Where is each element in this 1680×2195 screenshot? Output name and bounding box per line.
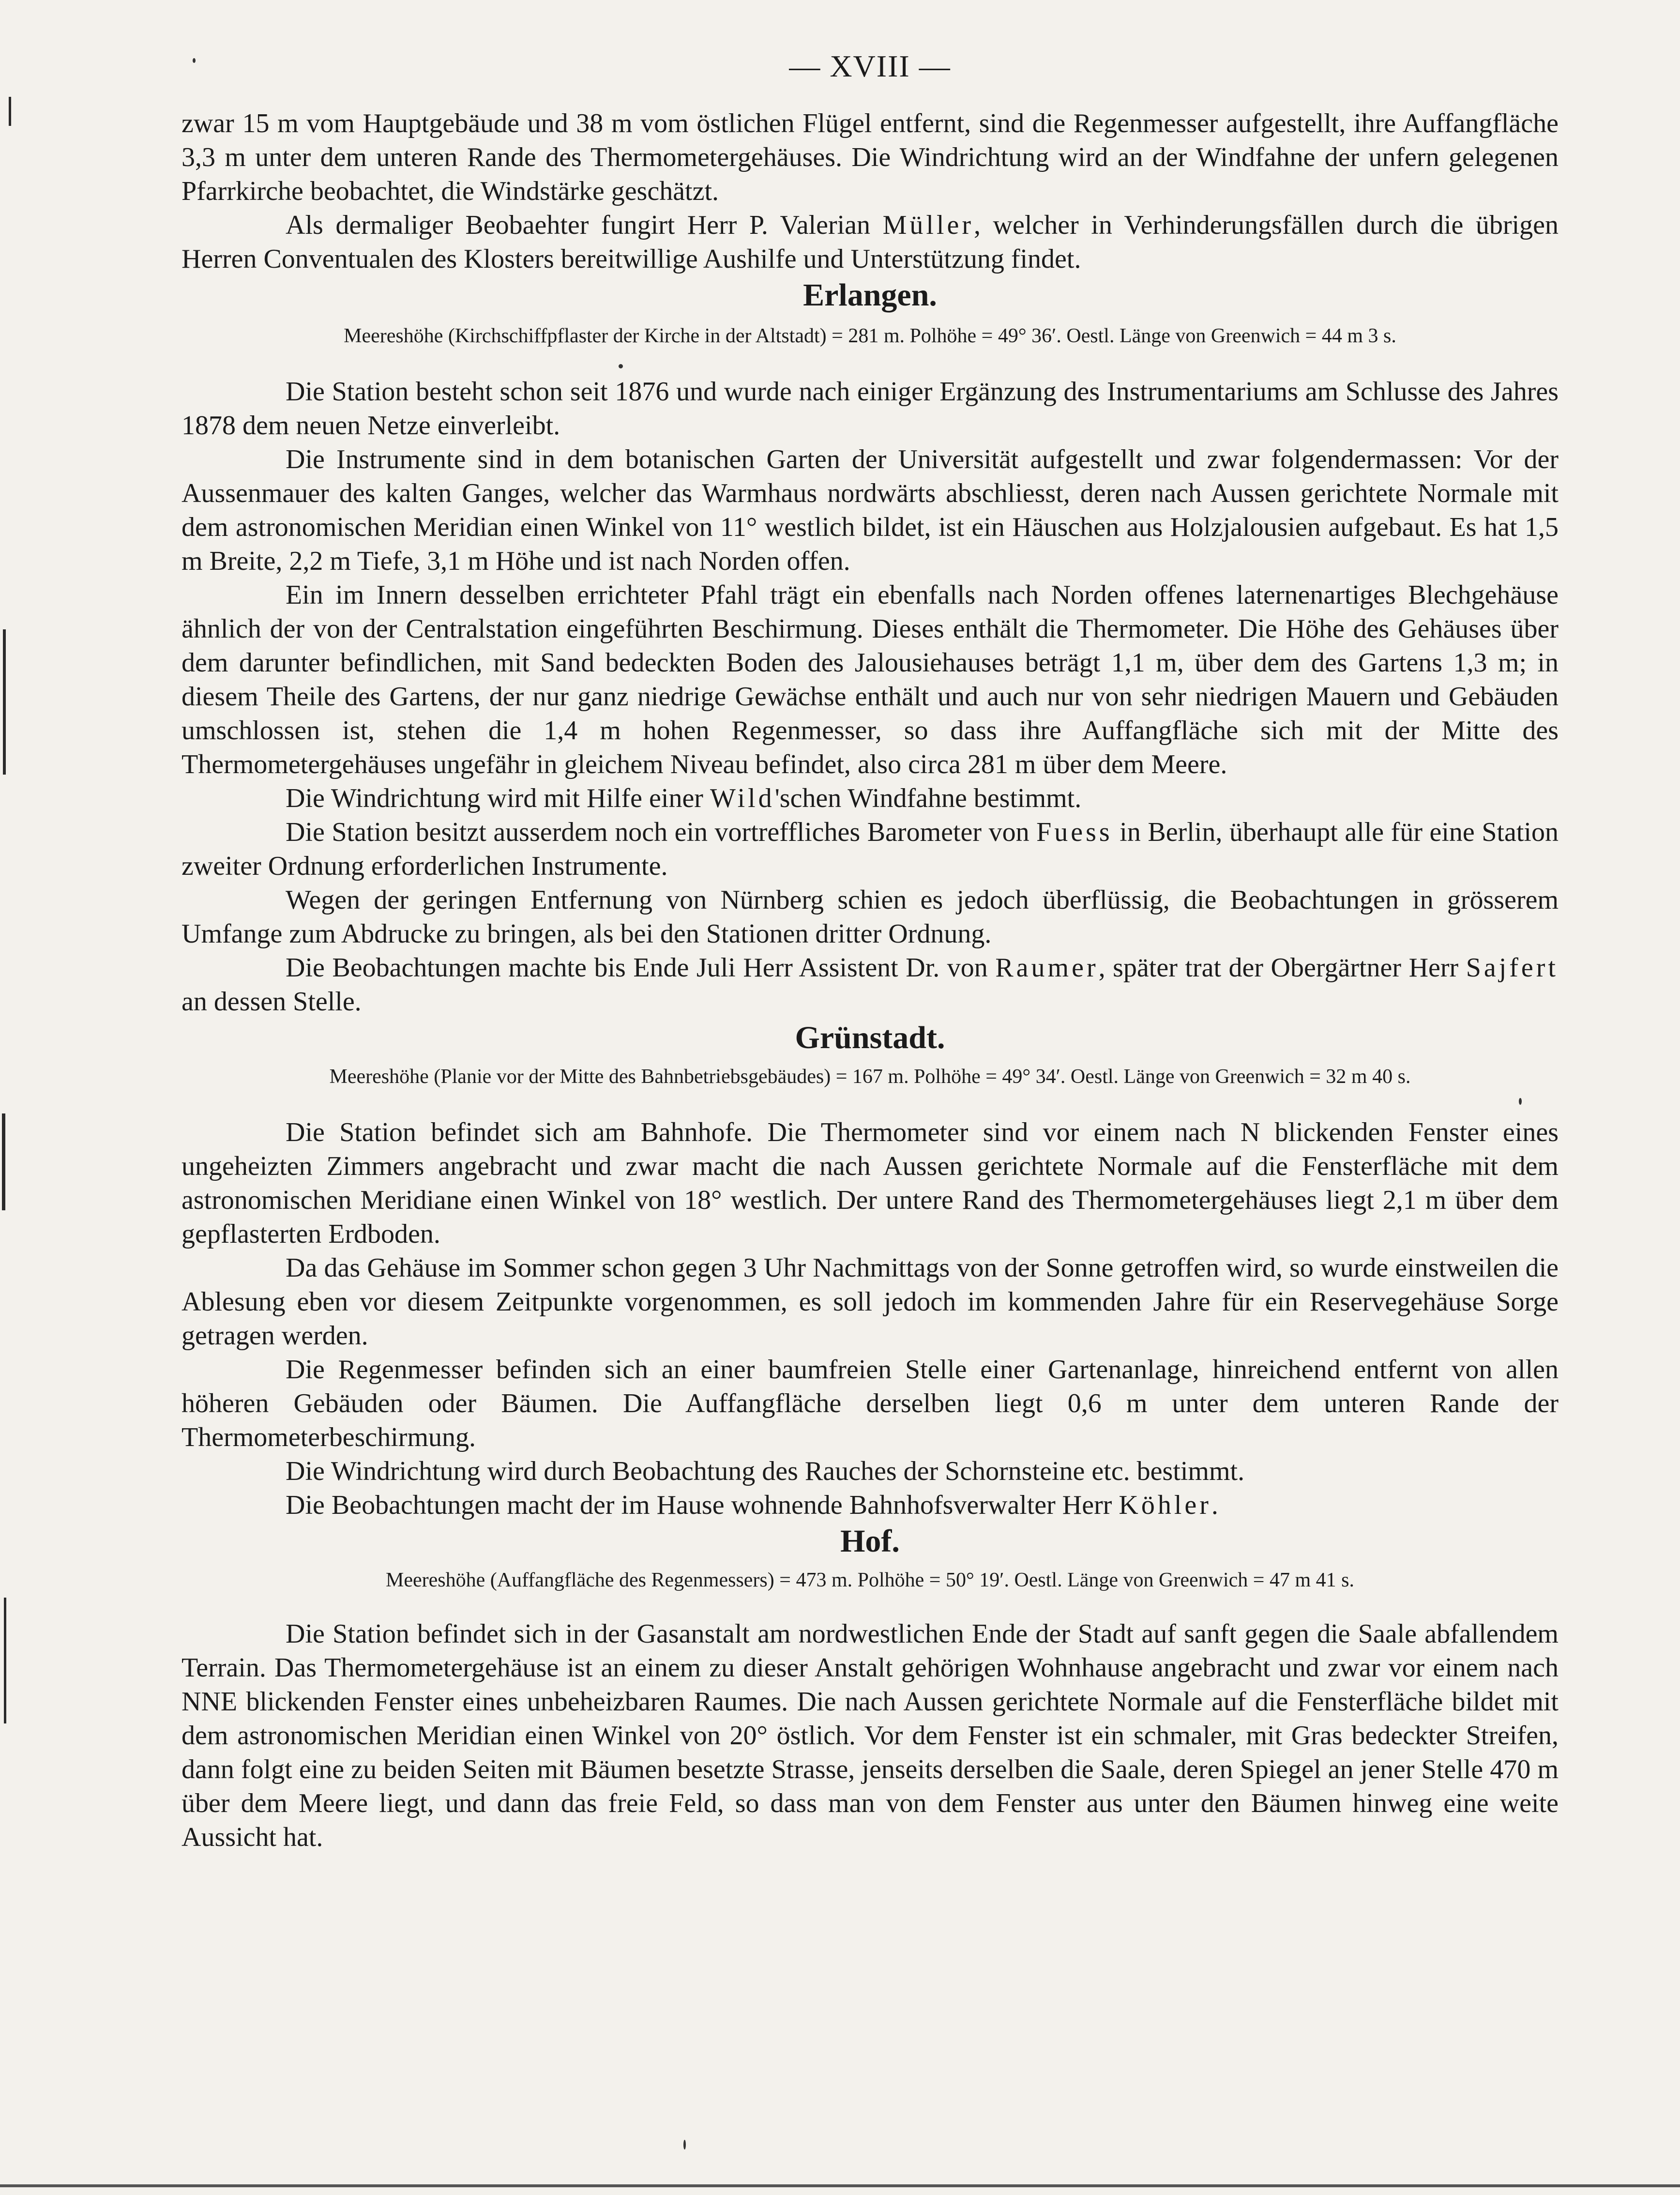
scan-speck bbox=[683, 2140, 686, 2149]
text-run: , später trat der Obergärtner Herr bbox=[1098, 953, 1466, 983]
text-column bbox=[182, 48, 1559, 1854]
erlangen-paragraph-1: Die Station besteht schon seit 1876 und wurde nach einiger Ergänzung des Instrumentariums am Schlusse des Jahres 1878 dem neuen Netze einverleibt. bbox=[182, 377, 1559, 441]
text-run: an dessen Stelle. bbox=[182, 987, 362, 1017]
intro-paragraph-2 bbox=[182, 208, 1559, 276]
erlangen-paragraph-7 bbox=[182, 951, 1559, 1019]
text-run: Die Station besitzt ausserdem noch ein vortreffliches Barometer von bbox=[286, 817, 1037, 847]
text-run: Die Beobachtungen machte bis Ende Juli Herr Assistent Dr. von bbox=[286, 953, 996, 983]
gruenstadt-paragraph-3: Die Regenmesser befinden sich an einer baumfreien Stelle einer Gartenanlage, hinreichend entfernt von allen höheren Gebäuden oder Bäumen. Die Auffangfläche derselben liegt 0,6 m unter dem unteren Rande der Thermometerbeschirmung. bbox=[182, 1355, 1559, 1452]
person-name: Fuess bbox=[1036, 817, 1113, 847]
erlangen-paragraph-4 bbox=[182, 781, 1559, 815]
intro-paragraph-1: zwar 15 m vom Hauptgebäude und 38 m vom östlichen Flügel entfernt, sind die Regenmesser aufgestellt, ihre Auffangfläche 3,3 m unter dem unteren Rande des Thermometergehäuses. Die Windrichtung wird an der Windfahne der unfern gelegenen Pfarrkirche beobachtet, die Windstärke geschätzt. bbox=[182, 108, 1559, 206]
person-name: Wild bbox=[710, 783, 775, 813]
hof-paragraph-1: Die Station befindet sich in der Gasanstalt am nordwestlichen Ende der Stadt auf sanft gegen die Saale abfallendem Terrain. Das Thermometergehäuse ist an einem zu dieser Anstalt gehörigen Wohnhause angebracht und zwar vor einem nach NNE blickenden Fenster eines unbeheizbaren Raumes. Die nach Aussen gerichtete Normale auf die Fensterfläche bildet mit dem astronomischen Meridian einen Winkel von 20° östlich. Vor dem Fenster ist ein schmaler, mit Gras bedeckter Streifen, dann folgt eine zu beiden Seiten mit Bäumen besetzte Strasse, jenseits derselben die Saale, deren Spiegel an jener Stelle 470 m über dem Meere liegt, und dann das freie Feld, so dass man von dem Fenster aus unter den Bäumen hinweg eine weite Aussicht hat. bbox=[182, 1619, 1559, 1852]
text-run: Als dermaliger Beobaehter fungirt Herr P. Valerian bbox=[286, 210, 883, 240]
text-run: 'schen Windfahne bestimmt. bbox=[774, 783, 1082, 813]
scan-edge-mark bbox=[2, 1113, 5, 1210]
scan-edge-mark bbox=[9, 97, 11, 126]
gruenstadt-paragraph-4: Die Windrichtung wird durch Beobachtung des Rauches der Schornsteine etc. bestimmt. bbox=[286, 1456, 1245, 1486]
observer-name: Müller bbox=[882, 210, 974, 240]
station-meta-hof: Meereshöhe (Auffangfläche des Regenmessers) = 473 m. Polhöhe = 50° 19′. Oestl. Länge von Greenwich = 47 m 41 s. bbox=[386, 1569, 1354, 1591]
erlangen-paragraph-6: Wegen der geringen Entfernung von Nürnberg schien es jedoch überflüssig, die Beobachtungen in grösserem Umfange zum Abdrucke zu bringen, als bei den Stationen dritter Ordnung. bbox=[182, 885, 1559, 949]
person-name: Raumer bbox=[995, 953, 1099, 983]
erlangen-paragraph-5 bbox=[182, 815, 1559, 883]
text-run: . bbox=[1211, 1490, 1218, 1520]
scan-bottom-edge bbox=[0, 2184, 1680, 2187]
page-number: — XVIII — bbox=[789, 49, 951, 83]
station-meta-erlangen: Meereshöhe (Kirchschiffpflaster der Kirche in der Altstadt) = 281 m. Polhöhe = 49° 36′. Oestl. Länge von Greenwich = 44 m 3 s. bbox=[344, 325, 1396, 347]
gruenstadt-paragraph-1: Die Station befindet sich am Bahnhofe. Die Thermometer sind vor einem nach N blickenden Fenster eines ungeheizten Zimmers angebracht und zwar macht die nach Aussen gerichtete Normale auf die Fensterfläche mit dem astronomischen Meridiane einen Winkel von 18° westlich. Der untere Rand des Thermometergehäuses liegt 2,1 m über dem gepflasterten Erdboden. bbox=[182, 1117, 1559, 1249]
text-run: Die Windrichtung wird mit Hilfe einer bbox=[286, 783, 710, 813]
scan-edge-mark bbox=[3, 629, 6, 775]
text-run: , welcher in Verhinderungsfällen durch die übrigen Herren Conventualen des Klosters bereitwillige Aushilfe und Unterstützung findet. bbox=[182, 210, 1559, 274]
section-title-gruenstadt: Grünstadt. bbox=[795, 1020, 945, 1055]
station-meta-gruenstadt: Meereshöhe (Planie vor der Mitte des Bahnbetriebsgebäudes) = 167 m. Polhöhe = 49° 34′. Oestl. Länge von Greenwich = 32 m 40 s. bbox=[329, 1066, 1411, 1088]
person-name: Köhler bbox=[1119, 1490, 1211, 1520]
scan-edge-mark bbox=[4, 1598, 6, 1723]
gruenstadt-paragraph-5 bbox=[182, 1488, 1559, 1522]
text-run: Die Beobachtungen macht der im Hause wohnende Bahnhofsverwalter Herr bbox=[286, 1490, 1119, 1520]
gruenstadt-paragraph-2: Da das Gehäuse im Sommer schon gegen 3 Uhr Nachmittags von der Sonne getroffen wird, so wurde einstweilen die Ablesung eben vor diesem Zeitpunkte vorgenommen, es soll jedoch im kommenden Jahre für ein Reservegehäuse Sorge getragen werden. bbox=[182, 1253, 1559, 1351]
section-title-erlangen: Erlangen. bbox=[803, 277, 937, 313]
text-run: in Berlin, überhaupt alle für eine Station zweiter Ordnung erforderlichen Instrumente. bbox=[182, 817, 1559, 881]
erlangen-paragraph-3: Ein im Innern desselben errichteter Pfahl trägt ein ebenfalls nach Norden offenes laternenartiges Blechgehäuse ähnlich der von der Centralstation eingeführten Beschirmung. Dieses enthält die Thermometer. Die Höhe des Gehäuses über dem darunter befindlichen, mit Sand bedeckten Boden des Jalousiehauses beträgt 1,1 m, über dem des Gartens 1,3 m; in diesem Theile des Gartens, der nur ganz niedrige Gewächse enthält und auch nur von sehr niedrigen Mauern und Gebäuden umschlossen ist, stehen die 1,4 m hohen Regenmesser, so dass ihre Auffangfläche sich mit der Mitte des Thermometergehäuses ungefähr in gleichem Niveau befindet, also circa 281 m über dem Meere. bbox=[182, 580, 1559, 779]
person-name: Sajfert bbox=[1466, 953, 1559, 983]
erlangen-paragraph-2: Die Instrumente sind in dem botanischen Garten der Universität aufgestellt und zwar folgendermassen: Vor der Aussenmauer des kalten Ganges, welcher das Warmhaus nordwärts abschliesst, deren nach Aussen gerichtete Normale mit dem astronomischen Meridian einen Winkel von 11° westlich bildet, ist ein Häuschen aus Holzjalousien aufgebaut. Es hat 1,5 m Breite, 2,2 m Tiefe, 3,1 m Höhe und ist nach Norden offen. bbox=[182, 444, 1559, 576]
section-title-hof: Hof. bbox=[840, 1524, 900, 1559]
